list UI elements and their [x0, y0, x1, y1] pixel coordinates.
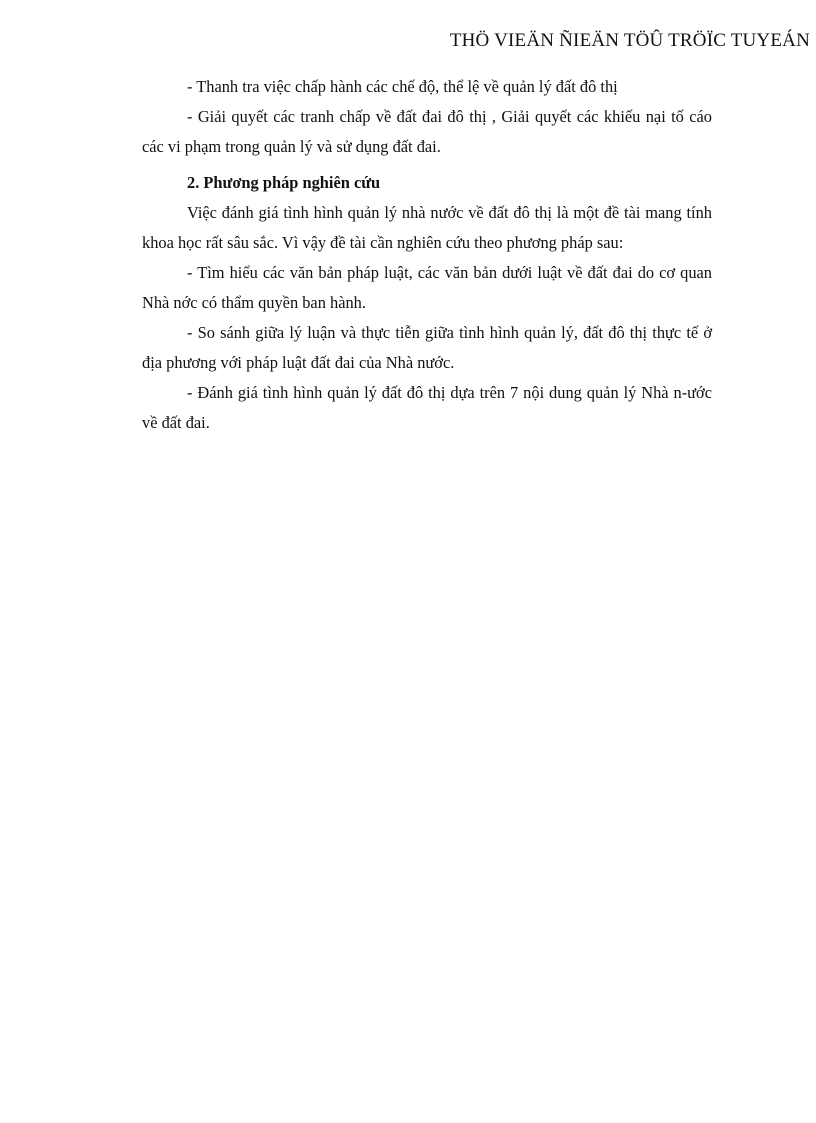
paragraph-dispute-resolution: - Giải quyết các tranh chấp về đất đai đô thị , Giải quyết các khiếu nại tố cáo các vi phạm trong quản lý và sử dụng đất đai.	[142, 107, 712, 156]
paragraph-intro: Việc đánh giá tình hình quản lý nhà nước về đất đô thị là một đề tài mang tính khoa học rất sâu sắc. Vì vậy đề tài cần nghiên cứu theo phương pháp sau:	[142, 203, 712, 252]
paragraph-inspection: - Thanh tra việc chấp hành các chế độ, thể lệ về quản lý đất đô thị	[187, 77, 618, 96]
paragraph-method-3: - Đánh giá tình hình quản lý đất đô thị dựa trên 7 nội dung quản lý Nhà n-ước về đất đai.	[142, 383, 712, 432]
section-heading: 2. Phương pháp nghiên cứu	[187, 173, 381, 192]
document-body	[142, 72, 712, 438]
paragraph-method-2: - So sánh giữa lý luận và thực tiễn giữa tình hình quản lý, đất đô thị thực tế ở địa phương với pháp luật đất đai của Nhà nước.	[142, 323, 712, 372]
paragraph-method-1: - Tìm hiểu các văn bản pháp luật, các văn bản dưới luật về đất đai do cơ quan Nhà nớc có thẩm quyền ban hành.	[142, 263, 712, 312]
page-header: THÖ VIEÄN ÑIEÄN TÖÛ TRÖÏC TUYEÁN	[449, 30, 810, 51]
